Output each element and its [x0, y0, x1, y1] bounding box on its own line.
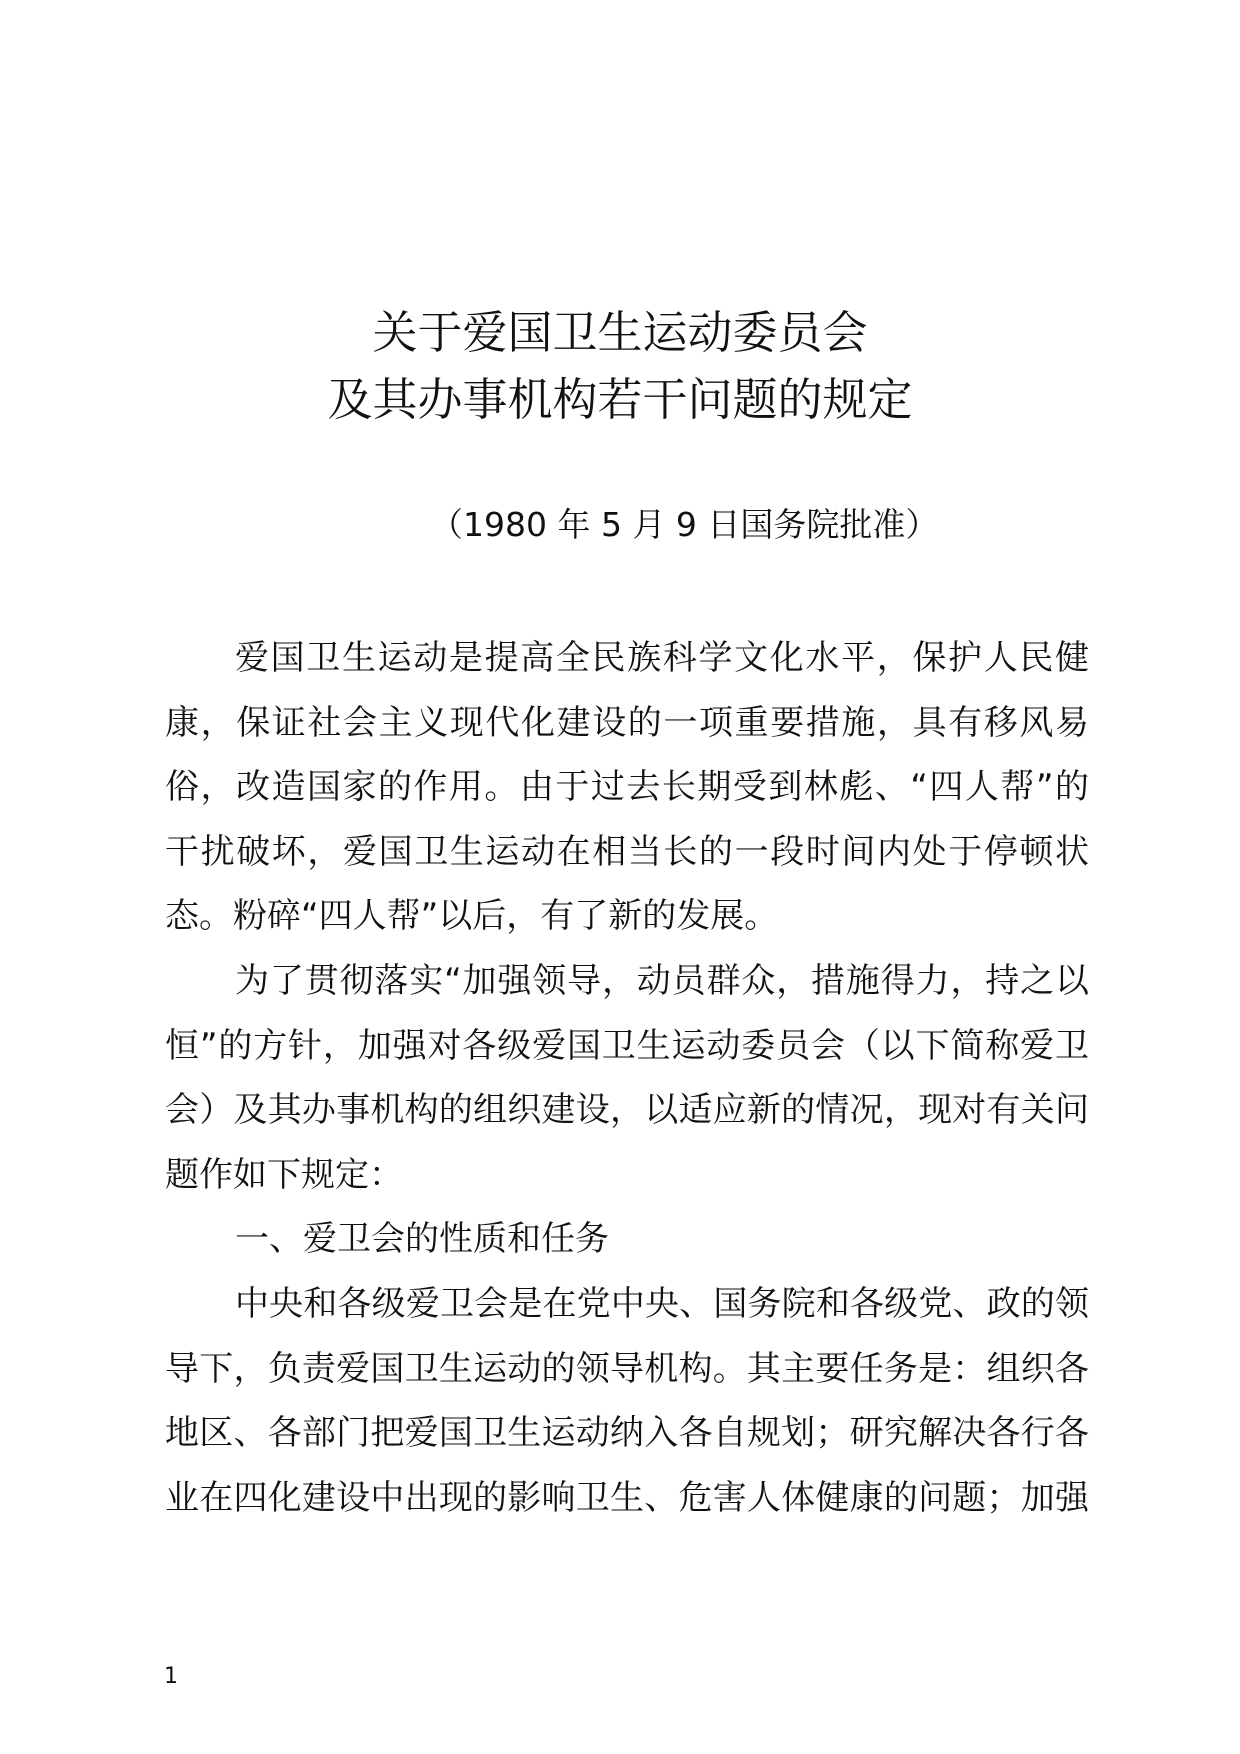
body-text-line: 业在四化建设中出现的影响卫生、危害人体健康的问题；加强 [165, 1477, 1089, 1518]
body-text-line: 会）及其办事机构的组织建设，以适应新的情况，现对有关问 [165, 1090, 1089, 1131]
body-text-line: 一、爱卫会的性质和任务 [235, 1219, 609, 1260]
body-text-line: 态。粉碎“四人帮”以后，有了新的发展。 [165, 896, 779, 937]
body-text-line: 导下，负责爱国卫生运动的领导机构。其主要任务是：组织各 [165, 1348, 1089, 1389]
body-text-line: 爱国卫生运动是提高全民族科学文化水平，保护人民健 [235, 638, 1089, 678]
body-text-line: 为了贯彻落实“加强领导，动员群众，措施得力，持之以 [235, 961, 1089, 1001]
body-text-line: 俗，改造国家的作用。由于过去长期受到林彪、“四人帮”的 [165, 767, 1089, 808]
body-text-line: 干扰破坏，爱国卫生运动在相当长的一段时间内处于停顿状 [165, 831, 1089, 872]
document-title-line-2: 及其办事机构若干问题的规定 [327, 373, 913, 426]
approval-date-note: （1980 年 5 月 9 日国务院批准） [430, 505, 939, 544]
body-text-line: 题作如下规定： [165, 1154, 403, 1195]
body-text-line: 地区、各部门把爱国卫生运动纳入各自规划；研究解决各行各 [165, 1413, 1089, 1454]
body-text-line: 恒”的方针，加强对各级爱国卫生运动委员会（以下简称爱卫 [165, 1025, 1089, 1066]
body-text-line: 中央和各级爱卫会是在党中央、国务院和各级党、政的领 [235, 1284, 1089, 1324]
document-title-line-1: 关于爱国卫生运动委员会 [372, 306, 868, 359]
body-text-line: 康，保证社会主义现代化建设的一项重要措施，具有移风易 [165, 702, 1089, 743]
page-number: 1 [164, 1664, 178, 1689]
